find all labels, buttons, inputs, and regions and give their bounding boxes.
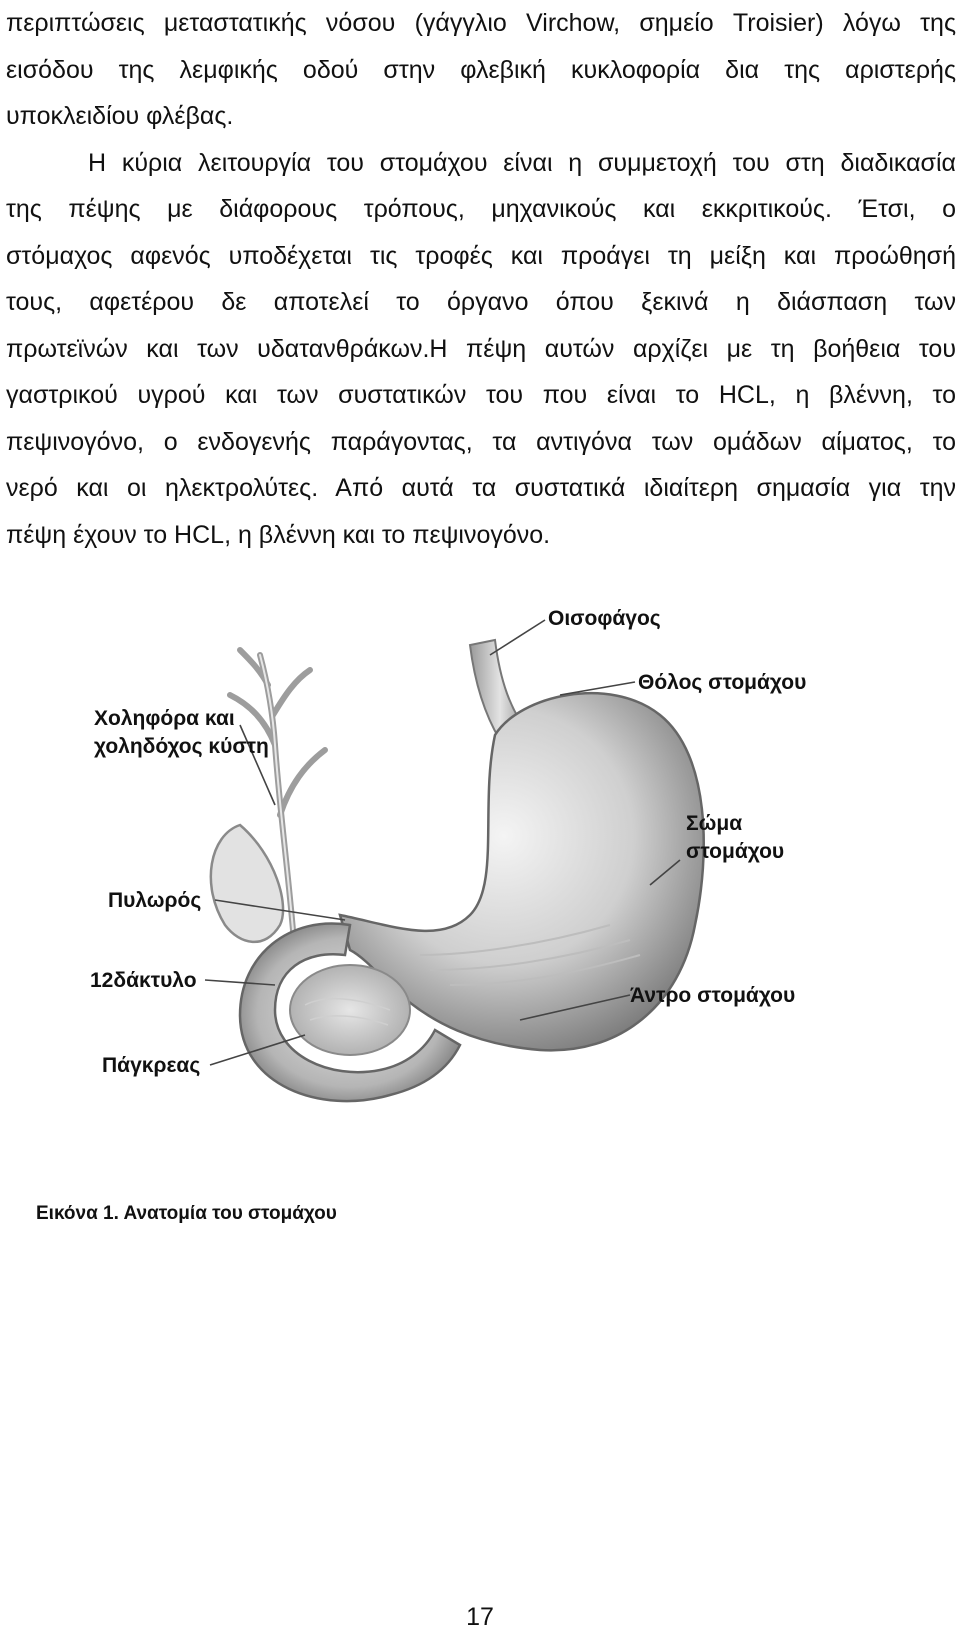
- label-pancreas: Πάγκρεας: [102, 1054, 201, 1077]
- text-line: της πέψης με διάφορους τρόπους, μηχανικούς και εκκριτικούς. Έτσι, ο: [6, 195, 956, 223]
- label-pylorus: Πυλωρός: [108, 889, 202, 912]
- text-line: τους, αφετέρου δε αποτελεί το όργανο όπου ξεκινά η διάσπαση των: [6, 288, 956, 316]
- text-line: πρωτεϊνών και των υδατανθράκων.Η πέψη αυτών αρχίζει με τη βοήθεια του: [6, 334, 956, 363]
- label-body-line2: στομάχου: [686, 840, 785, 863]
- text-line: γαστρικού υγρού και των συστατικών του που είναι το HCL, η βλέννη, το: [6, 381, 956, 409]
- label-gallbladder-line1: Χοληφόρα και: [94, 707, 235, 730]
- stomach-illustration: [90, 607, 870, 1165]
- text-line: νερό και οι ηλεκτρολύτες. Από αυτά τα συστατικά ιδιαίτερη σημασία για την: [6, 474, 956, 502]
- text-line: πεψινογόνο, ο ενδογενής παράγοντας, τα αντιγόνα των ομάδων αίματος, το: [6, 427, 956, 456]
- text-line: περιπτώσεις μεταστατικής νόσου (γάγγλιο Virchow, σημείο Troisier) λόγω της: [6, 9, 956, 37]
- body-text: [6, 0, 956, 558]
- text-line: πέψη έχουν το HCL, η βλέννη και το πεψινογόνο.: [6, 520, 551, 549]
- text-line: εισόδου της λεμφικής οδού στην φλεβική κυκλοφορία δια της αριστερής: [6, 55, 956, 84]
- label-body-line1: Σώμα: [686, 812, 743, 835]
- text-line: στόμαχος αφενός υποδέχεται τις τροφές και προάγει τη μείξη και προώθησή: [6, 241, 956, 270]
- gallbladder: [211, 825, 283, 942]
- label-esophagus: Οισοφάγος: [548, 607, 661, 630]
- label-gallbladder-line2: χοληδόχος κύστη: [94, 735, 269, 758]
- pancreas: [290, 965, 410, 1055]
- label-antrum: Άντρο στομάχου: [630, 984, 796, 1007]
- label-fundus: Θόλος στομάχου: [638, 671, 807, 694]
- stomach-anatomy-figure: [90, 607, 870, 1165]
- text-line: υποκλειδίου φλέβας.: [6, 102, 234, 130]
- text-line: Η κύρια λειτουργία του στομάχου είναι η συμμετοχή του στη διαδικασία: [88, 148, 956, 177]
- figure-caption: Εικόνα 1. Ανατομία του στομάχου: [36, 1203, 337, 1224]
- label-duodenum: 12δάκτυλο: [90, 969, 197, 992]
- page-number: 17: [466, 1603, 494, 1631]
